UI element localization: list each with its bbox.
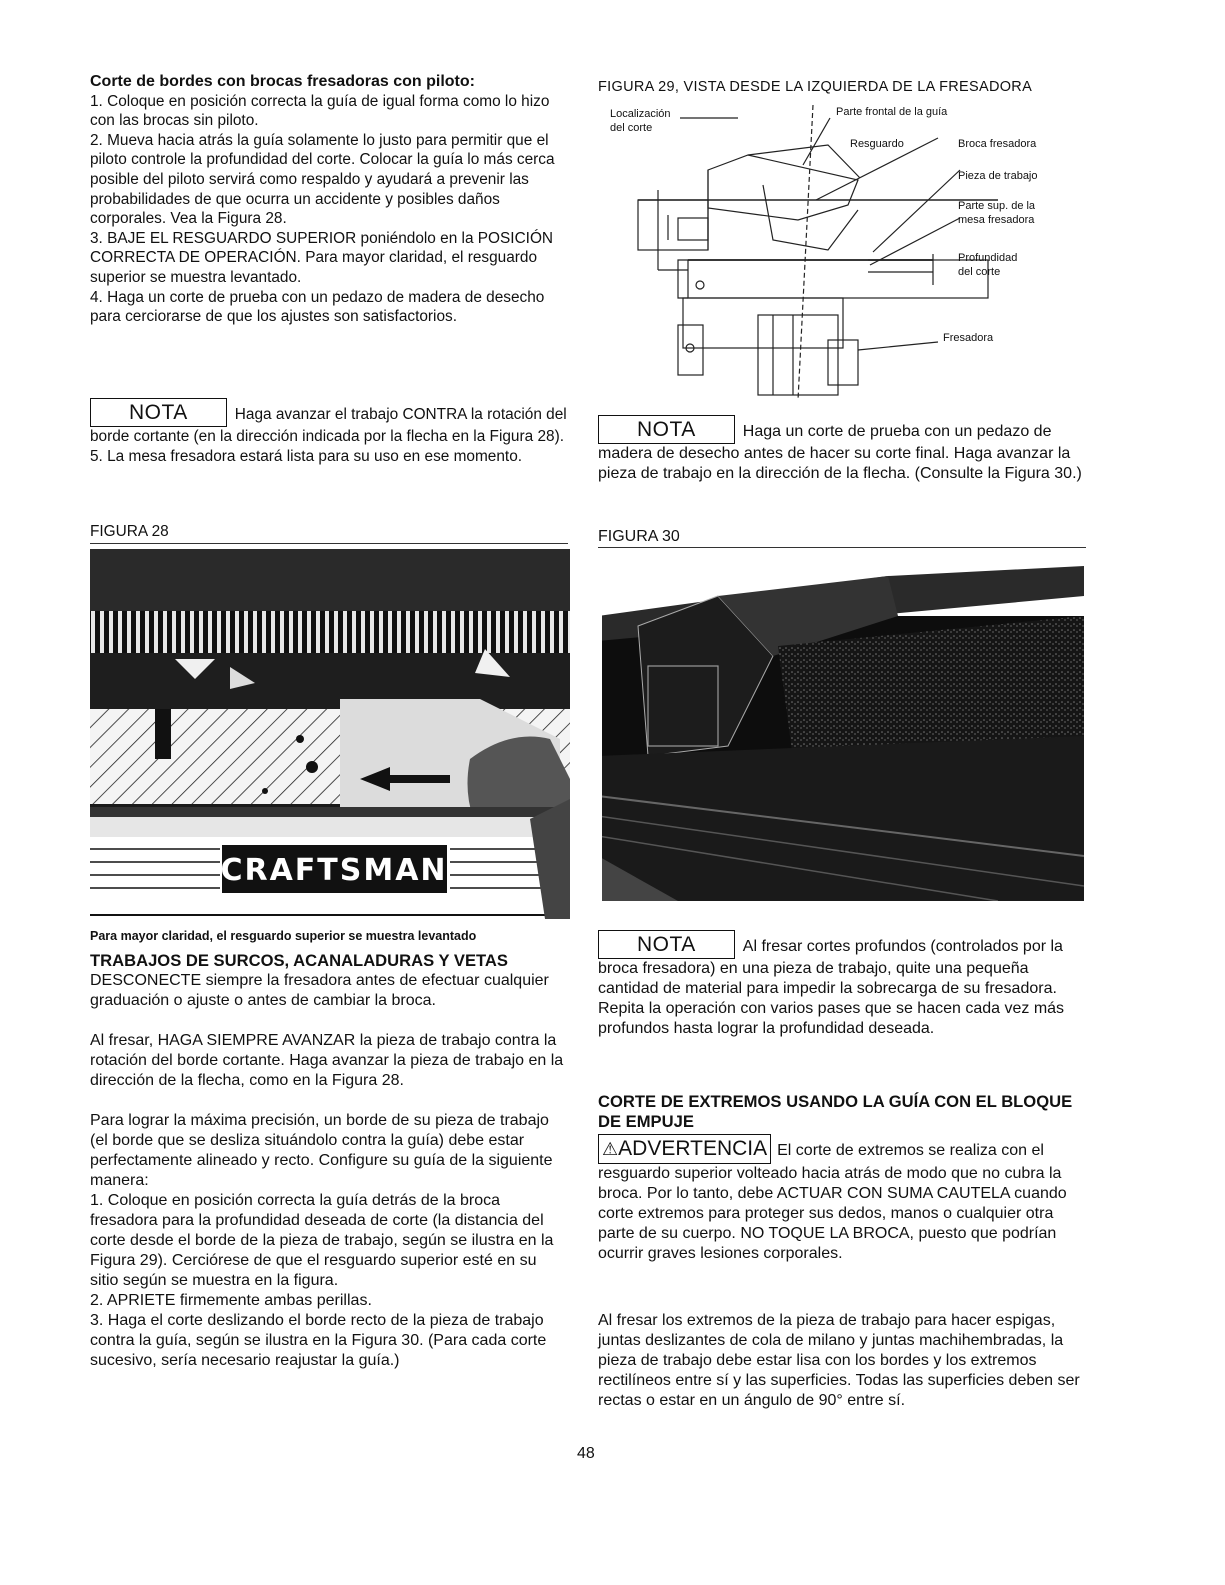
- section-title-surcos: TRABAJOS DE SURCOS, ACANALADURAS Y VETAS: [90, 951, 508, 970]
- figure-29-diagram: [598, 100, 1090, 405]
- intro-title: Corte de bordes con brocas fresadoras con piloto:: [90, 73, 475, 90]
- nota-3-label: NOTA: [598, 930, 735, 959]
- nota-1-text: Haga avanzar el trabajo CONTRA la rotación del borde cortante (en la dirección indicada por la flecha en la Figura 28).: [90, 406, 567, 445]
- fig28-rule: [90, 543, 568, 544]
- page-number: 48: [577, 1445, 595, 1462]
- warning-label: ADVERTENCIA: [618, 1137, 768, 1160]
- nota-3: [598, 930, 1090, 1039]
- para-precision: Para lograr la máxima precisión, un borde de su pieza de trabajo (el borde que se desliza situándolo contra la guía) debe estar perfectamente alineado y recto. Configure su guía de la siguiente manera:: [90, 1111, 553, 1189]
- figure-30-illustration: [598, 556, 1084, 901]
- label-del-corte: del corte: [610, 122, 653, 134]
- nota-1-label: NOTA: [90, 398, 227, 427]
- warning-block: [598, 1134, 1090, 1264]
- fig30-label: FIGURA 30: [598, 528, 680, 545]
- label-pieza: Pieza de trabajo: [958, 170, 1038, 182]
- para-al-fresar: Al fresar, HAGA SIEMPRE AVANZAR la pieza de trabajo contra la rotación del borde cortante. Haga avanzar la pieza de trabajo en la dirección de la flecha, como en la Figura 28.: [90, 1031, 564, 1089]
- label-parte-sup-2: mesa fresadora: [958, 214, 1035, 226]
- figure-28-photo: [90, 549, 570, 919]
- para-espigas: Al fresar los extremos de la pieza de trabajo para hacer espigas, juntas deslizantes de cola de milano y juntas machihembradas, la pieza de trabajo debe estar lisa con los bordes y los extremos rectilíneos entre sí y las superficies. Todas las superficies deben ser rectas o estar en un ángulo de 90° entre sí.: [598, 1312, 1080, 1409]
- step2-2: 2. APRIETE firmemente ambas perillas.: [90, 1291, 372, 1309]
- label-fresadora: Fresadora: [943, 332, 994, 344]
- fig29-title: FIGURA 29, VISTA DESDE LA IZQUIERDA DE LA FRESADORA: [598, 79, 1033, 95]
- nota-2-label: NOTA: [598, 415, 735, 444]
- warning-text: El corte de extremos se realiza con el resguardo superior volteado hacia atrás de modo que no cubra la broca. Por lo tanto, debe ACTUAR CON SUMA CAUTELA cuando corte extremos para proteger sus dedos, manos o cualquier otra parte de su cuerpo. NO TOQUE LA BROCA, puesto que podrían ocurrir graves lesiones corporales.: [598, 1142, 1067, 1262]
- label-parte-frontal: Parte frontal de la guía: [836, 106, 948, 118]
- nota-2-text: Haga un corte de prueba con un pedazo de madera de desecho antes de hacer su corte final. Haga avanzar la pieza de trabajo en la dirección de la flecha. (Consulte la Figura 30.): [598, 423, 1082, 482]
- label-broca: Broca fresadora: [958, 138, 1037, 150]
- fig28-brand: CRAFTSMAN: [220, 853, 448, 888]
- step2-1: 1. Coloque en posición correcta la guía detrás de la broca fresadora para la profundidad deseada de corte (la distancia del corte desde el borde de la pieza de trabajo, según se ilustra en la Figura 29). Cerciórese de que el resguardo superior esté en su sitio según se muestra en la figura.: [90, 1191, 554, 1289]
- step2-3: 3. Haga el corte deslizando el borde recto de la pieza de trabajo contra la guía, según se ilustra en la Figura 30. (Para cada corte sucesivo, sería necesario reajustar la guía.): [90, 1311, 547, 1369]
- figure-28-illustration: [90, 549, 570, 919]
- fig30-rule: [598, 547, 1086, 548]
- intro-step-4: 4. Haga un corte de prueba con un pedazo de madera de desecho para cerciorarse de que los ajustes son satisfactorios.: [90, 288, 545, 326]
- section-title-corte-extremos: CORTE DE EXTREMOS USANDO LA GUÍA CON EL BLOQUE DE EMPUJE: [598, 1092, 1073, 1131]
- warning-triangle-icon: ⚠: [602, 1139, 619, 1159]
- intro-step-1: 1. Coloque en posición correcta la guía de igual forma como lo hizo con las brocas sin piloto.: [90, 92, 550, 130]
- warning-label-box: [598, 1134, 771, 1164]
- para-desconecte: DESCONECTE siempre la fresadora antes de efectuar cualquier graduación o ajuste o antes de cambiar la broca.: [90, 971, 549, 1009]
- label-profundidad-1: Profundidad: [958, 252, 1018, 264]
- label-localizacion: Localización: [610, 108, 671, 120]
- label-profundidad-2: del corte: [958, 266, 1001, 278]
- fig28-label: FIGURA 28: [90, 523, 169, 540]
- label-resguardo: Resguardo: [850, 138, 904, 150]
- step-5: 5. La mesa fresadora estará lista para su uso en ese momento.: [90, 447, 523, 465]
- nota-3-text: Al fresar cortes profundos (controlados por la broca fresadora) en una pieza de trabajo, quite una pequeña cantidad de material para impedir la sobrecarga de su fresadora. Repita la operación con varios pases que se hacen cada vez más profundos hasta lograr la profundidad deseada.: [598, 938, 1065, 1037]
- nota-2: [598, 415, 1090, 484]
- nota-1: [90, 398, 568, 466]
- label-parte-sup-1: Parte sup. de la: [958, 200, 1036, 212]
- figure-30-photo: [598, 556, 1084, 901]
- intro-step-3: 3. BAJE EL RESGUARDO SUPERIOR poniéndolo en la POSICIÓN CORRECTA DE OPERACIÓN. Para mayor claridad, el resguardo superior se muestra levantado.: [90, 229, 554, 286]
- intro-step-2: 2. Mueva hacia atrás la guía solamente lo justo para permitir que el piloto controle la profundidad del corte. Colocar la guía lo más cerca posible del piloto servirá como respaldo y ayudará a prevenir las probabilidades de que ocurra un accidente y posibles daños corporales. Vea la Figura 28.: [90, 131, 555, 228]
- fig28-caption: Para mayor claridad, el resguardo superior se muestra levantado: [90, 929, 477, 943]
